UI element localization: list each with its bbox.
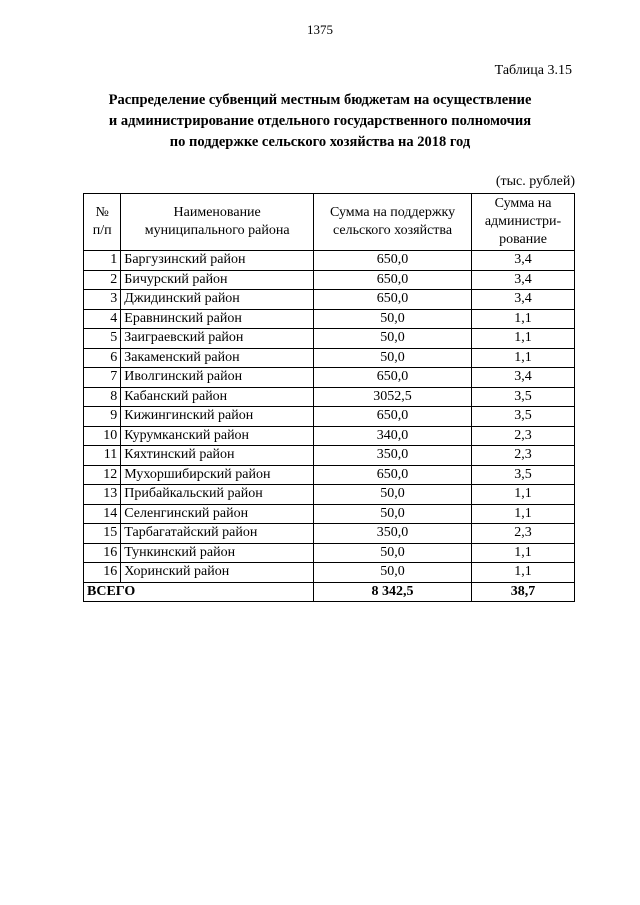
- row-support-sum: 50,0: [314, 329, 472, 349]
- row-num: 6: [84, 348, 121, 368]
- header-num-line: №: [95, 205, 109, 220]
- document-title: [70, 90, 570, 153]
- table-row: [84, 524, 575, 544]
- row-admin-sum: 3,4: [472, 251, 575, 271]
- row-admin-sum: 1,1: [472, 348, 575, 368]
- row-num: 16: [84, 563, 121, 583]
- header-admin-line: администри-: [484, 214, 562, 229]
- table-row: [84, 348, 575, 368]
- row-num: 2: [84, 270, 121, 290]
- row-district: Прибайкальский район: [121, 485, 314, 505]
- row-admin-sum: 3,5: [472, 407, 575, 427]
- row-district: Тарбагатайский район: [121, 524, 314, 544]
- table-row: [84, 309, 575, 329]
- title-line: Распределение субвенций местным бюджетам на осуществление: [108, 92, 532, 108]
- row-support-sum: 340,0: [314, 426, 472, 446]
- row-district: Селенгинский район: [121, 504, 314, 524]
- table-row: [84, 504, 575, 524]
- row-admin-sum: 2,3: [472, 446, 575, 466]
- table-row: [84, 563, 575, 583]
- row-district: Еравнинский район: [121, 309, 314, 329]
- total-label: ВСЕГО: [84, 582, 314, 602]
- row-admin-sum: 1,1: [472, 309, 575, 329]
- header-support-line: Сумма на поддержку: [329, 205, 456, 220]
- table-header-row: [84, 194, 575, 251]
- row-admin-sum: 3,4: [472, 270, 575, 290]
- row-admin-sum: 2,3: [472, 426, 575, 446]
- table-row: [84, 465, 575, 485]
- row-admin-sum: 1,1: [472, 543, 575, 563]
- row-support-sum: 650,0: [314, 270, 472, 290]
- row-support-sum: 650,0: [314, 407, 472, 427]
- row-num: 9: [84, 407, 121, 427]
- row-admin-sum: 3,5: [472, 465, 575, 485]
- row-district: Кяхтинский район: [121, 446, 314, 466]
- row-district: Баргузинский район: [121, 251, 314, 271]
- row-admin-sum: 2,3: [472, 524, 575, 544]
- header-admin: [472, 194, 575, 251]
- table-row: [84, 485, 575, 505]
- row-support-sum: 650,0: [314, 368, 472, 388]
- row-support-sum: 50,0: [314, 309, 472, 329]
- header-num-line: п/п: [92, 223, 112, 238]
- row-admin-sum: 3,4: [472, 368, 575, 388]
- row-admin-sum: 1,1: [472, 485, 575, 505]
- table-row: [84, 407, 575, 427]
- total-row: [84, 582, 575, 602]
- table-row: [84, 543, 575, 563]
- units-label: (тыс. рублей): [495, 174, 575, 189]
- row-num: 14: [84, 504, 121, 524]
- row-district: Кабанский район: [121, 387, 314, 407]
- table-body: [84, 251, 575, 602]
- row-support-sum: 50,0: [314, 543, 472, 563]
- title-line: и администрирование отдельного государственного полномочия: [108, 113, 532, 129]
- row-num: 1: [84, 251, 121, 271]
- row-district: Мухоршибирский район: [121, 465, 314, 485]
- header-num: [84, 194, 121, 251]
- table-row: [84, 426, 575, 446]
- row-admin-sum: 1,1: [472, 504, 575, 524]
- row-admin-sum: 3,5: [472, 387, 575, 407]
- row-num: 5: [84, 329, 121, 349]
- row-num: 13: [84, 485, 121, 505]
- row-district: Курумканский район: [121, 426, 314, 446]
- row-support-sum: 350,0: [314, 446, 472, 466]
- row-num: 7: [84, 368, 121, 388]
- row-admin-sum: 3,4: [472, 290, 575, 310]
- table-row: [84, 446, 575, 466]
- header-name: [121, 194, 314, 251]
- total-admin-sum: 38,7: [472, 582, 575, 602]
- header-admin-line: Сумма на: [494, 196, 552, 211]
- row-num: 4: [84, 309, 121, 329]
- row-district: Иволгинский район: [121, 368, 314, 388]
- table-row: [84, 290, 575, 310]
- row-district: Хоринский район: [121, 563, 314, 583]
- row-admin-sum: 1,1: [472, 329, 575, 349]
- row-support-sum: 3052,5: [314, 387, 472, 407]
- header-support: [314, 194, 472, 251]
- subvention-table: [83, 193, 575, 602]
- row-support-sum: 650,0: [314, 251, 472, 271]
- row-district: Бичурский район: [121, 270, 314, 290]
- row-num: 10: [84, 426, 121, 446]
- table-row: [84, 387, 575, 407]
- title-line: по поддержке сельского хозяйства на 2018 год: [169, 134, 471, 150]
- page-number: 1375: [307, 22, 333, 37]
- row-district: Заиграевский район: [121, 329, 314, 349]
- row-support-sum: 50,0: [314, 504, 472, 524]
- row-support-sum: 650,0: [314, 290, 472, 310]
- row-num: 8: [84, 387, 121, 407]
- row-district: Джидинский район: [121, 290, 314, 310]
- table-label: Таблица 3.15: [494, 63, 572, 78]
- row-num: 11: [84, 446, 121, 466]
- header-name-line: муниципального района: [144, 223, 290, 238]
- table-row: [84, 251, 575, 271]
- header-name-line: Наименование: [173, 205, 261, 220]
- row-district: Закаменский район: [121, 348, 314, 368]
- row-num: 16: [84, 543, 121, 563]
- row-district: Кижингинский район: [121, 407, 314, 427]
- row-num: 12: [84, 465, 121, 485]
- row-support-sum: 650,0: [314, 465, 472, 485]
- row-admin-sum: 1,1: [472, 563, 575, 583]
- row-num: 3: [84, 290, 121, 310]
- table-row: [84, 368, 575, 388]
- table-row: [84, 329, 575, 349]
- row-support-sum: 350,0: [314, 524, 472, 544]
- row-support-sum: 50,0: [314, 563, 472, 583]
- row-district: Тункинский район: [121, 543, 314, 563]
- table-row: [84, 270, 575, 290]
- row-num: 15: [84, 524, 121, 544]
- row-support-sum: 50,0: [314, 348, 472, 368]
- header-admin-line: рование: [499, 232, 547, 247]
- header-support-line: сельского хозяйства: [333, 223, 453, 238]
- total-support-sum: 8 342,5: [314, 582, 472, 602]
- row-support-sum: 50,0: [314, 485, 472, 505]
